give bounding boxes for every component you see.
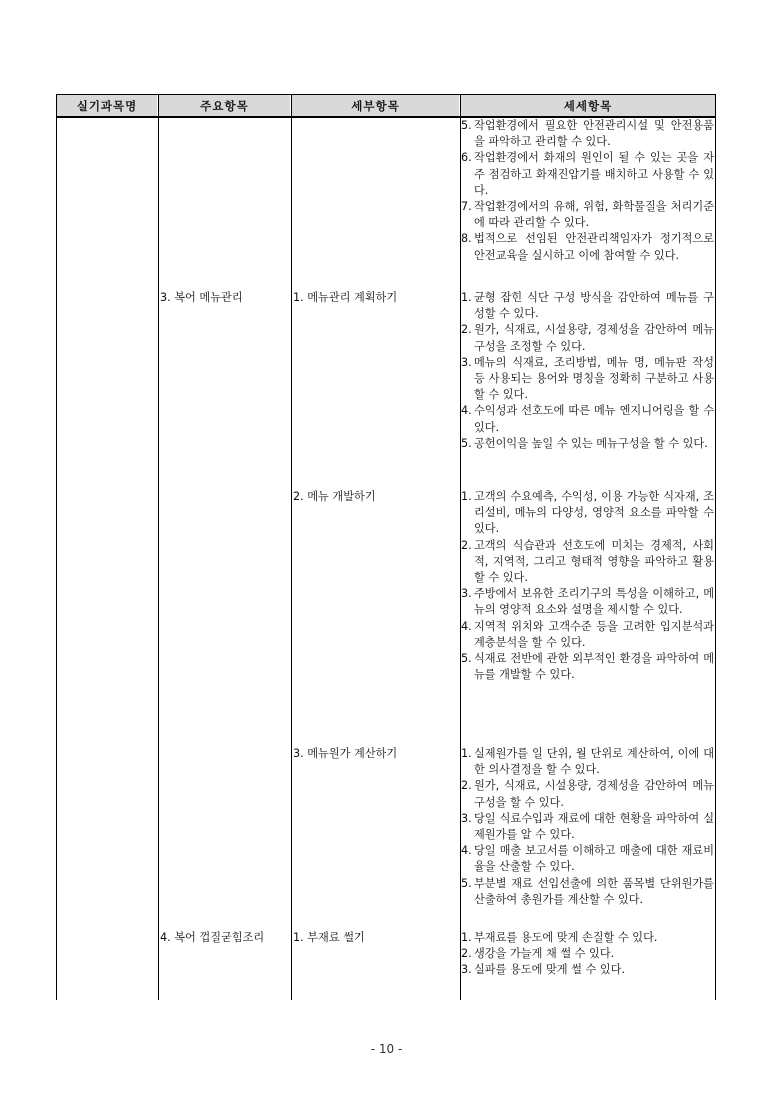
detail-list [461,489,714,683]
detail-item: 5. 식재료 전반에 관한 외부적인 환경을 파악하여 메뉴를 개발할 수 있다. [461,652,714,682]
sub-item-menu-planning: 1. 메뉴관리 계획하기 [293,291,398,304]
header-sub-item: 세부항목 [292,95,459,116]
table-right-border [715,94,716,1000]
column-divider [291,94,292,1000]
header-main-item: 주요항목 [159,95,290,116]
detail-item: 2. 고객의 식습관과 선호도에 미치는 경제적, 사회적, 지역적, 그리고 형태적 영향을 파악하고 활용할 수 있다. [461,538,714,585]
detail-item: 5. 작업환경에서 필요한 안전관리시설 및 안전용품을 파악하고 관리할 수 있다. [461,119,714,149]
syllabus-table [56,94,716,1000]
detail-item: 2. 원가, 식재료, 시설용량, 경제성을 감안하여 메뉴 구성을 조정할 수 있다. [461,323,714,353]
detail-item: 5. 부분별 재료 선입선출에 의한 품목별 단위원가를 산출하여 총원가를 계산할 수 있다. [461,876,714,906]
detail-item: 7. 작업환경에서의 유해, 위험, 화학물질을 처리기준에 따라 관리할 수 있다. [461,200,714,230]
detail-item: 5. 공헌이익을 높일 수 있는 메뉴구성을 할 수 있다. [461,436,708,450]
detail-item: 6. 작업환경에서 화재의 원인이 될 수 있는 곳을 자주 점검하고 화재진압기를 배치하고 사용할 수 있다. [461,151,714,197]
detail-item: 1. 균형 잡힌 식단 구성 방식을 감안하여 메뉴를 구성할 수 있다. [461,291,714,321]
detail-item: 8. 법적으로 선임된 안전관리책임자가 정기적으로 안전교육을 실시하고 이에 참여할 수 있다. [461,232,714,262]
detail-item: 3. 메뉴의 식재료, 조리방법, 메뉴 명, 메뉴판 작성 등 사용되는 용어와 명칭을 정확히 구분하고 사용할 수 있다. [461,355,714,402]
detail-item: 2. 생강을 가늘게 채 썰 수 있다. [461,947,615,961]
detail-list [461,290,714,452]
header-detail-item: 세세항목 [461,95,715,116]
detail-item: 4. 수익성과 선호도에 따른 메뉴 엔지니어링을 할 수 있다. [461,404,714,434]
detail-item: 3. 당일 식료수입과 재료에 대한 현황을 파악하여 실제원가를 알 수 있다. [461,811,714,842]
detail-item: 1. 고객의 수요예측, 수익성, 이용 가능한 식자재, 조리설비, 메뉴의 다양성, 영양적 요소를 파악할 수 있다. [461,490,714,536]
detail-item: 3. 주방에서 보유한 조리기구의 특성을 이해하고, 메뉴의 영양적 요소와 설명을 제시할 수 있다. [461,587,714,617]
detail-item: 2. 원가, 식재료, 시설용량, 경제성을 감안하여 메뉴 구성을 할 수 있다. [461,779,714,809]
header-subject-name: 실기과목명 [57,95,157,116]
main-item-menu-management: 3. 복어 메뉴관리 [160,291,243,304]
table-left-border [56,94,57,1000]
detail-item: 3. 실파를 용도에 맞게 썰 수 있다. [461,963,626,977]
detail-item: 4. 당일 매출 보고서를 이해하고 매출에 대한 재료비율을 산출할 수 있다. [461,844,714,874]
detail-item: 4. 지역적 위치와 고객수준 등을 고려한 입지분석과 계층분석을 할 수 있다. [461,619,714,649]
sub-item-menu-cost: 3. 메뉴원가 계산하기 [293,747,398,760]
column-divider [158,94,159,1000]
detail-item: 1. 실제원가를 일 단위, 월 단위로 계산하여, 이에 대한 의사결정을 할 수 있다. [461,747,714,777]
detail-list [461,746,714,908]
detail-list [461,118,714,264]
sub-item-menu-development: 2. 메뉴 개발하기 [293,490,376,503]
page-number: - 10 - [370,1042,403,1056]
detail-item: 1. 부재료를 용도에 맞게 손질할 수 있다. [461,931,658,944]
sub-item-garnish-slicing: 1. 부재료 썰기 [293,931,365,944]
main-item-skin-jelly: 4. 복어 껍질굳힘조리 [160,931,265,944]
detail-list [461,930,714,979]
